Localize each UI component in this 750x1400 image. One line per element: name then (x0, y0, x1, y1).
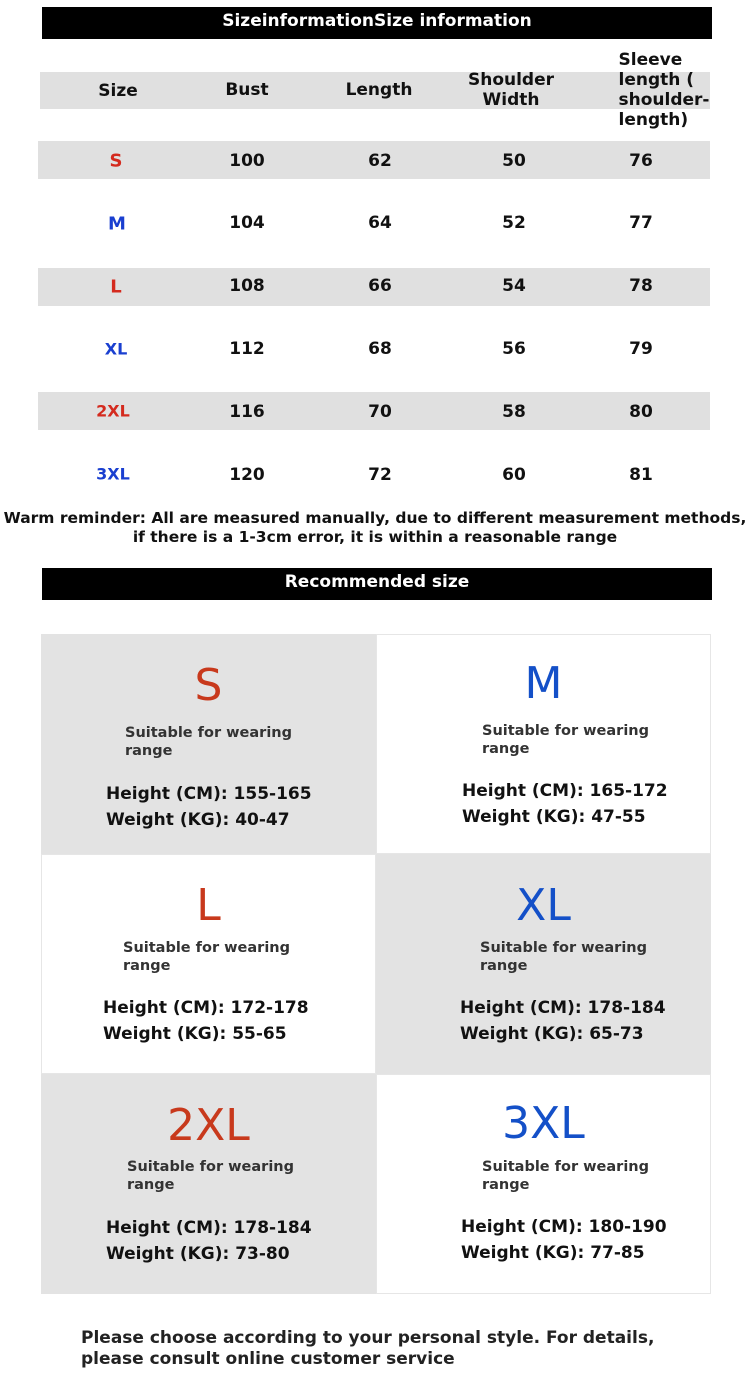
table-cell-bust: 104 (229, 213, 265, 233)
card-weight: Weight (KG): 73-80 (106, 1244, 290, 1264)
card-size-label: L (196, 880, 221, 931)
table-cell-size: XL (104, 339, 128, 359)
card-subtitle: Suitable for wearing range (127, 1159, 294, 1193)
card-height: Height (CM): 155-165 (106, 784, 312, 804)
card-subtitle: Suitable for wearing range (480, 940, 647, 974)
table-cell-shoulder: 58 (502, 402, 526, 422)
table-cell-sleeve: 81 (629, 465, 653, 485)
table-cell-bust: 108 (229, 276, 265, 296)
size-card-s (41, 634, 376, 854)
table-cell-size: 3XL (96, 464, 130, 484)
recommended-title-bar (42, 568, 712, 600)
card-weight: Weight (KG): 55-65 (103, 1024, 287, 1044)
warm-reminder (0, 509, 750, 547)
card-subtitle: Suitable for wearing range (125, 725, 292, 759)
table-cell-size: S (109, 150, 123, 172)
table-cell-bust: 120 (229, 465, 265, 485)
size-info-title-bar (42, 7, 712, 39)
footer-note: Please choose according to your personal style. For details, please consult online customer service (81, 1328, 655, 1369)
table-cell-size: M (108, 213, 126, 235)
table-cell-shoulder: 54 (502, 276, 526, 296)
card-subtitle: Suitable for wearing range (123, 940, 290, 974)
table-cell-bust: 100 (229, 151, 265, 171)
card-subtitle: Suitable for wearing range (482, 723, 649, 757)
table-cell-sleeve: 77 (629, 213, 653, 233)
card-height: Height (CM): 180-190 (461, 1217, 667, 1237)
table-cell-shoulder: 60 (502, 465, 526, 485)
card-size-label: M (524, 658, 563, 709)
table-cell-shoulder: 56 (502, 339, 526, 359)
card-weight: Weight (KG): 47-55 (462, 807, 646, 827)
col-header-bust: Bust (225, 80, 269, 100)
col-header-shoulder-width: Shoulder Width (467, 70, 555, 110)
table-cell-bust: 116 (229, 402, 265, 422)
recommended-size-grid (41, 634, 711, 1294)
size-card-xl (376, 854, 711, 1074)
table-cell-size: L (110, 276, 122, 298)
table-cell-length: 64 (368, 213, 392, 233)
card-height: Height (CM): 178-184 (460, 998, 666, 1018)
card-size-label: 3XL (502, 1098, 585, 1149)
col-header-size: Size (98, 81, 138, 101)
card-weight: Weight (KG): 40-47 (106, 810, 290, 830)
table-cell-shoulder: 50 (502, 151, 526, 171)
table-cell-length: 68 (368, 339, 392, 359)
table-cell-shoulder: 52 (502, 213, 526, 233)
table-cell-sleeve: 79 (629, 339, 653, 359)
table-cell-length: 70 (368, 402, 392, 422)
recommended-title: Recommended size (284, 572, 470, 592)
table-cell-length: 62 (368, 151, 392, 171)
card-size-label: 2XL (167, 1100, 250, 1151)
col-header-sleeve-length: Sleeve length ( shoulder-length) (618, 50, 710, 130)
table-cell-sleeve: 76 (629, 151, 653, 171)
warm-reminder-line-1: Warm reminder: All are measured manually, due to different measurement methods, (3, 509, 747, 527)
table-cell-length: 72 (368, 465, 392, 485)
card-weight: Weight (KG): 65-73 (460, 1024, 644, 1044)
warm-reminder-line-2: if there is a 1-3cm error, it is within a reasonable range (132, 528, 618, 546)
card-size-label: S (194, 660, 223, 711)
size-card-2xl (41, 1074, 376, 1294)
col-header-length: Length (345, 80, 413, 100)
size-card-3xl (376, 1074, 711, 1294)
table-cell-size: 2XL (96, 401, 130, 421)
table-cell-sleeve: 78 (629, 276, 653, 296)
card-height: Height (CM): 165-172 (462, 781, 668, 801)
size-card-l (41, 854, 376, 1074)
table-cell-sleeve: 80 (629, 402, 653, 422)
card-weight: Weight (KG): 77-85 (461, 1243, 645, 1263)
card-height: Height (CM): 178-184 (106, 1218, 312, 1238)
table-cell-bust: 112 (229, 339, 265, 359)
size-card-m (376, 634, 711, 854)
table-cell-length: 66 (368, 276, 392, 296)
card-subtitle: Suitable for wearing range (482, 1159, 649, 1193)
card-size-label: XL (516, 880, 571, 931)
card-height: Height (CM): 172-178 (103, 998, 309, 1018)
size-info-title: SizeinformationSize information (222, 11, 532, 31)
